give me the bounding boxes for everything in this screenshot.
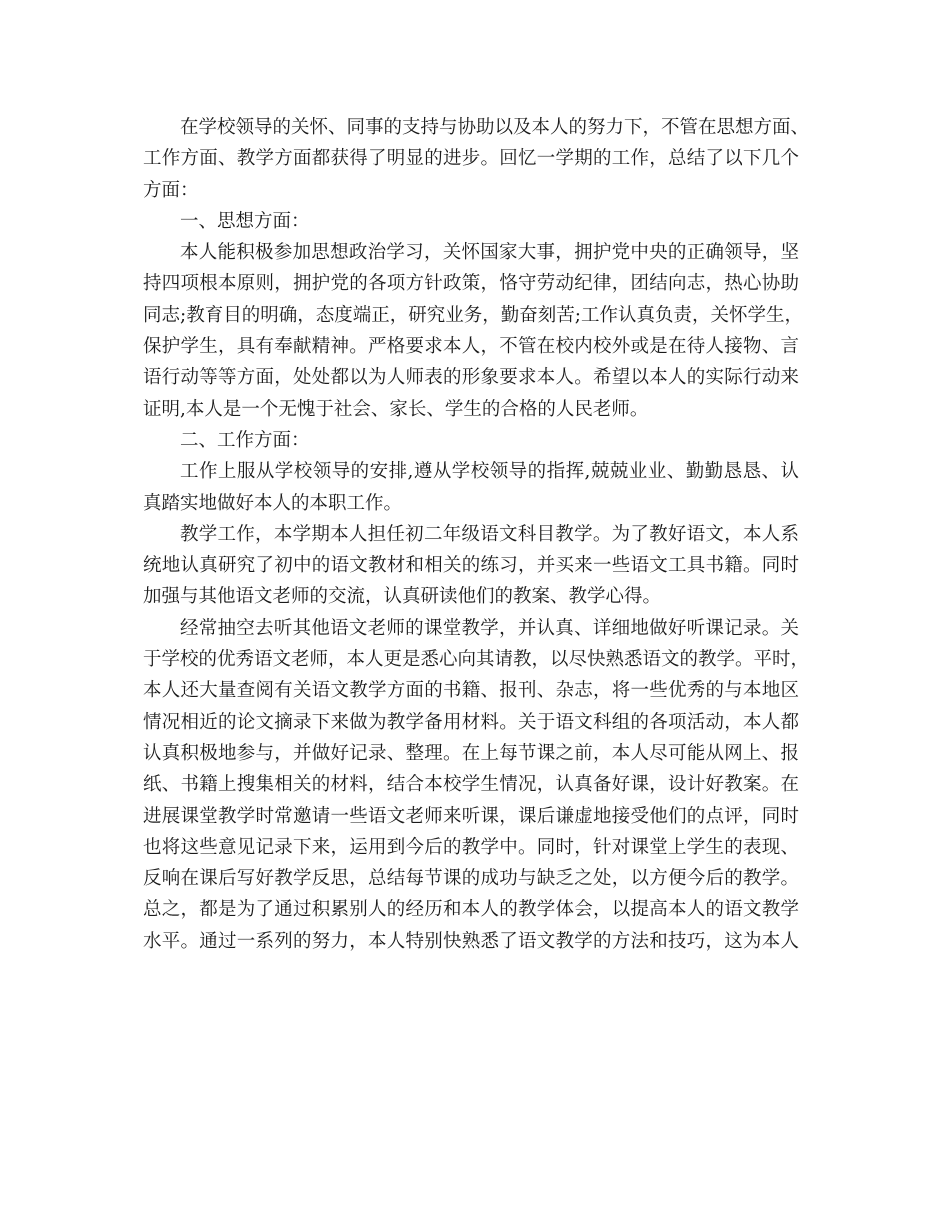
document-body: [143, 112, 810, 957]
text-line: 水平。通过一系列的努力，本人特别快熟悉了语文教学的方法和技巧，这为本人: [143, 930, 799, 952]
text-line: 纸、书籍上搜集相关的材料，结合本校学生情况，认真备好课，设计好教案。在: [143, 774, 799, 796]
text-line: 也将这些意见记录下来，运用到今后的教学中。同时，针对课堂上学生的表现、: [143, 836, 799, 858]
text-line: 教学工作，本学期本人担任初二年级语文科目教学。为了教好语文，本人系: [180, 523, 799, 545]
text-line: 反响在课后写好教学反思，总结每节课的成功与缺乏之处，以方便今后的教学。: [143, 868, 799, 890]
text-line: 真踏实地做好本人的本职工作。: [143, 492, 403, 514]
text-line: 加强与其他语文老师的交流，认真研读他们的教案、教学心得。: [143, 586, 662, 608]
text-line: 同志;教育目的明确，态度端正，研究业务，勤奋刻苦;工作认真负责，关怀学生，: [143, 304, 803, 326]
text-line: 统地认真研究了初中的语文教材和相关的练习，并买来一些语文工具书籍。同时: [143, 555, 799, 577]
text-line: 情况相近的论文摘录下来做为教学备用材料。关于语文科组的各项活动，本人都: [143, 711, 799, 733]
text-line: 保护学生，具有奉献精神。严格要求本人，不管在校内校外或是在待人接物、言: [143, 336, 799, 358]
text-line: 在学校领导的关怀、同事的支持与协助以及本人的努力下，不管在思想方面、: [180, 117, 810, 138]
text-line: 本人还大量查阅有关语文教学方面的书籍、报刊、杂志，将一些优秀的与本地区: [143, 680, 799, 702]
text-line: 工作方面、教学方面都获得了明显的进步。回忆一学期的工作，总结了以下几个: [143, 148, 799, 170]
text-line: 持四项根本原则，拥护党的各项方针政策，恪守劳动纪律，团结向志，热心协助: [143, 273, 799, 295]
text-line: 进展课堂教学时常邀请一些语文老师来听课，课后谦虚地接受他们的点评，同时: [143, 805, 799, 827]
text-line: 语行动等等方面，处处都以为人师表的形象要求本人。希望以本人的实际行动来: [143, 367, 799, 389]
text-line: 工作上服从学校领导的安排,遵从学校领导的指挥,兢兢业业、勤勤恳恳、认: [180, 461, 799, 483]
text-line: 一、思想方面：: [180, 210, 310, 232]
text-line: 认真积极地参与，并做好记录、整理。在上每节课之前，本人尽可能从网上、报: [143, 742, 799, 764]
text-line: 方面：: [143, 179, 199, 201]
text-line: 总之，都是为了通过积累别人的经历和本人的教学体会，以提高本人的语文教学: [143, 899, 799, 921]
text-line: 经常抽空去听其他语文老师的课堂教学，并认真、详细地做好听课记录。关: [180, 617, 799, 639]
text-line: 本人能积极参加思想政治学习，关怀国家大事，拥护党中央的正确领导，坚: [180, 242, 799, 264]
text-line: 证明,本人是一个无愧于社会、家长、学生的合格的人民老师。: [143, 398, 649, 420]
text-line: 二、工作方面：: [180, 429, 310, 451]
text-line: 于学校的优秀语文老师，本人更是悉心向其请教，以尽快熟悉语文的教学。平时，: [143, 649, 810, 671]
